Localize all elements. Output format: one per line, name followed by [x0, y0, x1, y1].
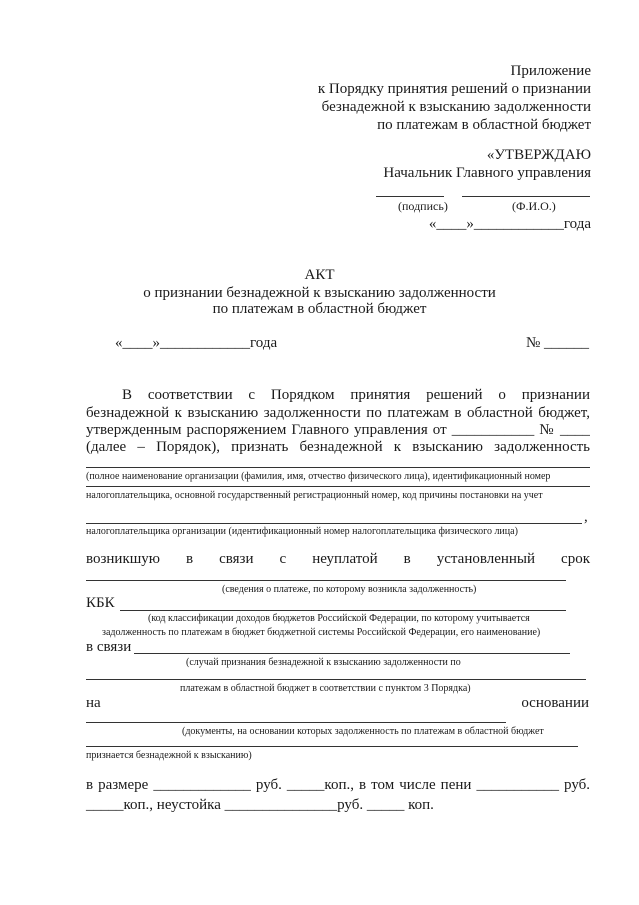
signature-label: (подпись): [398, 199, 448, 213]
approval-date: «____»____________года: [428, 216, 591, 232]
kbk-fill-line: [120, 610, 566, 611]
approve-heading: «УТВЕРЖДАЮ: [486, 147, 591, 163]
on-label: на: [86, 695, 101, 711]
org-fill-line-3: [86, 523, 582, 524]
body-line-1: В соответствии с Порядком принятия решений о признании: [122, 387, 590, 403]
appendix-line-3: безнадежной к взысканию задолженности: [321, 99, 591, 115]
hint-org-1: (полное наименование организации (фамилия, имя, отчество физического лица), идентификационный номер: [86, 471, 551, 482]
word: возникшую: [86, 551, 161, 567]
hint-recognized: признается безнадежной к взысканию): [86, 750, 252, 761]
word: неуплатой: [312, 551, 378, 567]
amount-line-1: в размере _____________ руб. _____коп., в том числе пени ___________ руб.: [86, 777, 590, 793]
signature-line: [376, 196, 444, 197]
word: связи: [219, 551, 254, 567]
case-fill-line-2: [86, 679, 586, 680]
fio-line: [462, 196, 590, 197]
act-number: № ______: [525, 335, 589, 351]
word: с: [279, 551, 287, 567]
payment-fill-line: [86, 580, 566, 581]
docs-fill-line: [86, 722, 506, 723]
fio-label: (Ф.И.О.): [512, 199, 556, 213]
hint-payment: (сведения о платеже, по которому возникла задолженность): [222, 584, 477, 595]
arisen-row: [86, 550, 590, 568]
amount-line-2: _____коп., неустойка _______________руб. _____ коп.: [86, 797, 434, 813]
body-line-4: (далее – Порядок), признать безнадежной к взысканию задолженность: [86, 439, 590, 455]
approver-position: Начальник Главного управления: [383, 165, 591, 181]
org-fill-line-1: [86, 467, 590, 468]
in-connection-label: в связи: [86, 639, 132, 655]
body-line-2: безнадежной к взысканию задолженности по платежам в областной бюджет,: [86, 405, 590, 421]
hint-org-3: налогоплательщика организации (идентификационный номер налогоплательщика физического лица): [86, 526, 518, 537]
act-subtitle-1: о признании безнадежной к взысканию задолженности: [143, 285, 496, 301]
basis-label: основании: [521, 695, 589, 711]
hint-org-2: налогоплательщика, основной государственный регистрационный номер, код причины постановки на учет: [86, 490, 543, 501]
hint-kbk-1: (код классификации доходов бюджетов Российской Федерации, по которому учитывается: [148, 613, 530, 624]
word: срок: [561, 551, 590, 567]
appendix-line-2: к Порядку принятия решений о признании: [317, 81, 591, 97]
kbk-label: КБК: [86, 595, 115, 611]
hint-docs: (документы, на основании которых задолженность по платежам в областной бюджет: [182, 726, 544, 737]
org-comma: ,: [584, 509, 588, 525]
hint-kbk-2: задолженность по платежам в бюджет бюджетной системы Российской Федерации, его наименование): [102, 627, 541, 638]
word: в: [186, 551, 194, 567]
word: установленный: [436, 551, 536, 567]
case-fill-line-1: [134, 653, 570, 654]
act-subtitle-2: по платежам в областной бюджет: [212, 301, 427, 317]
recognized-fill-line: [86, 746, 578, 747]
body-line-3: утвержденным распоряжением Главного управления от ___________ № ____: [86, 422, 590, 438]
hint-case-2: платежам в областной бюджет в соответствии с пунктом 3 Порядка): [180, 683, 471, 694]
org-fill-line-2: [86, 486, 590, 487]
appendix-line-4: по платежам в областной бюджет: [377, 117, 591, 133]
appendix-line-1: Приложение: [510, 63, 591, 79]
act-date: «____»____________года: [115, 335, 278, 351]
word: в: [403, 551, 411, 567]
act-title: АКТ: [304, 267, 335, 283]
hint-case-1: (случай признания безнадежной к взысканию задолженности по: [186, 657, 461, 668]
